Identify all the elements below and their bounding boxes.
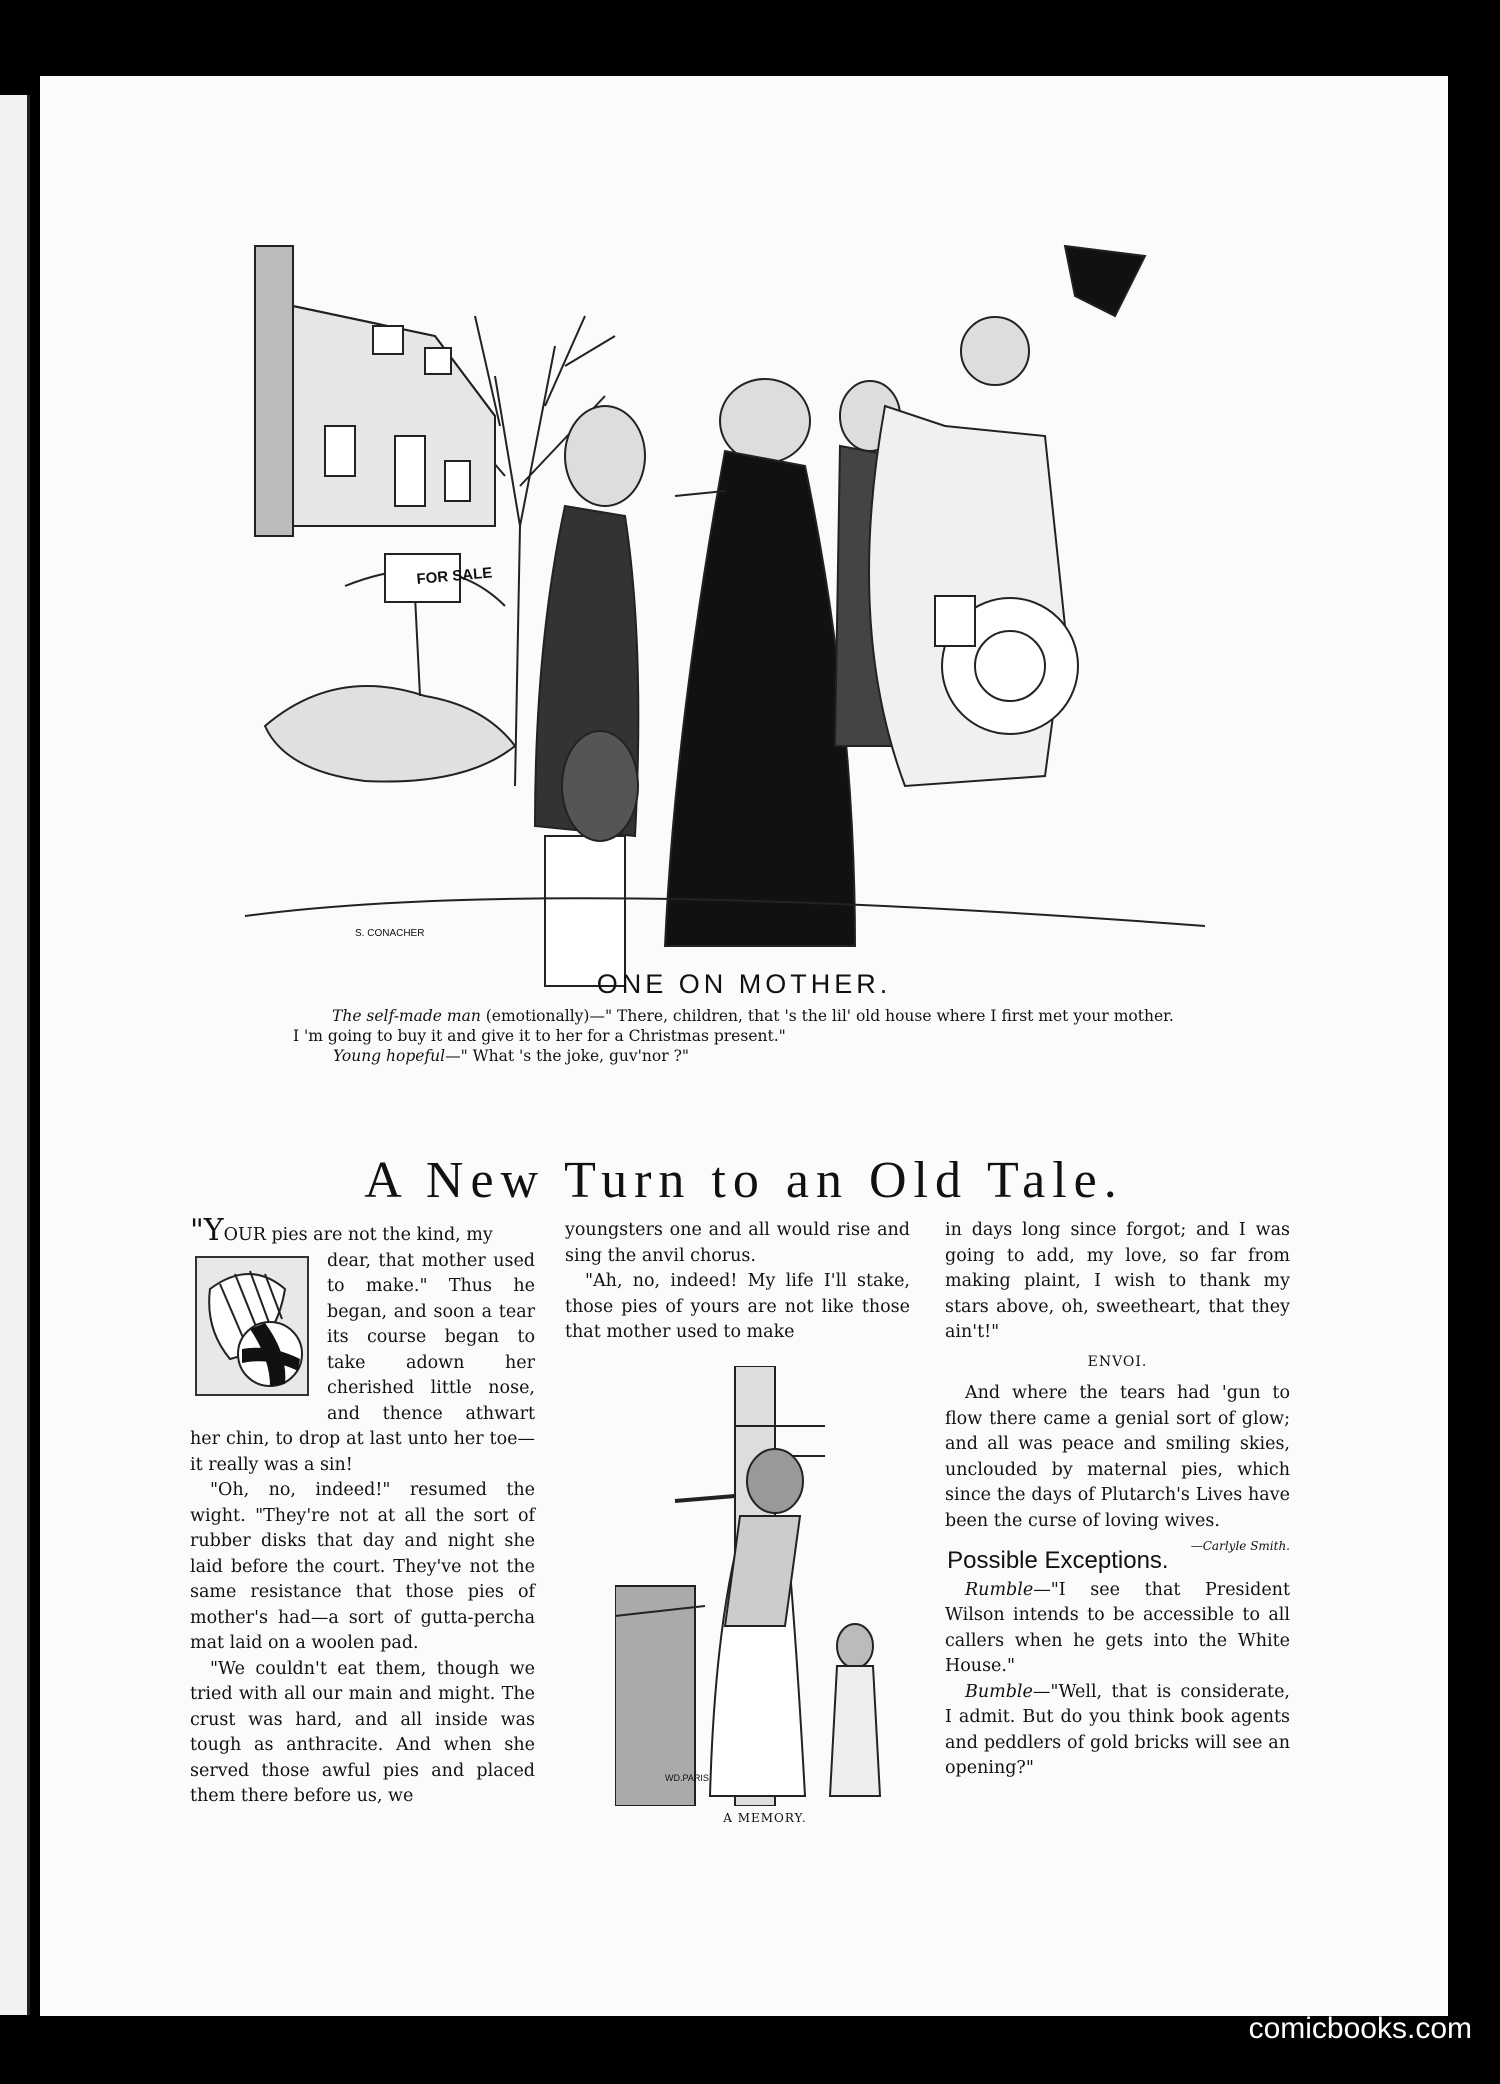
article-column-2: [565, 1218, 910, 1346]
exceptions-bumble: [945, 1680, 1290, 1782]
cartoon-caption-line-2: I 'm going to buy it and give it to her for a Christmas present.": [293, 1027, 786, 1045]
watermark: comicbooks.com: [1248, 2012, 1472, 2045]
artist-signature: S. CONACHER: [355, 928, 425, 939]
cartoon-caption-line-1: [332, 1007, 1174, 1025]
cartoon-title: ONE ON MOTHER.: [596, 969, 892, 999]
rumble-text: —"I see that President Wilson intends to be accessible to all callers when he gets into the White House.": [945, 1579, 1290, 1676]
cartoon-illustration: [245, 226, 1205, 1041]
exceptions-rumble: [945, 1578, 1290, 1680]
article-column-3: [945, 1218, 1290, 1782]
column-1-paragraph-1: dear, that mother used to make." Thus he began, and soon a tear its course began to take adown her cherished little nose, and thence athwart her chin, to drop at last unto her toe—it really was a sin!: [190, 1250, 535, 1475]
memory-illustration: [615, 1366, 915, 1806]
caption-text-1: (emotionally)—" There, children, that 's the lil' old house where I first met your mother.: [480, 1007, 1174, 1025]
article-column-1: [190, 1213, 535, 1810]
column-2-paragraph-2: "Ah, no, indeed! My life I'll stake, those pies of yours are not like those that mother used to make: [565, 1271, 910, 1342]
memory-illustration-signature: WD.PARIS: [665, 1773, 709, 1783]
author-signature: —Carlyle Smith.: [1190, 1539, 1290, 1553]
first-line-rest: OUR pies are not the kind, my: [223, 1225, 493, 1245]
speaker-self-made-man: The self-made man: [332, 1007, 481, 1025]
first-line: [190, 1213, 535, 1249]
for-sale-sign-text: FOR SALE: [415, 564, 493, 588]
dropcap: "Y: [190, 1213, 224, 1248]
speaker-bumble: Bumble: [965, 1681, 1033, 1702]
adjacent-page-edge: [0, 95, 30, 2015]
magazine-page: [40, 76, 1448, 2016]
exceptions-title: Possible Exceptions.: [947, 1547, 1169, 1574]
envoi-text: And where the tears had 'gun to flow there came a genial sort of glow; and all was peace and smiling skies, unclouded by maternal pies, which since the days of Plutarch's Lives have been the curse of loving wives.: [945, 1383, 1290, 1531]
article-headline: A New Turn to an Old Tale.: [364, 1152, 1124, 1209]
memory-caption: A MEMORY.: [723, 1811, 807, 1825]
cartoon-caption-line-3: [333, 1047, 689, 1065]
column-2-paragraph-1: youngsters one and all would rise and sing the anvil chorus.: [565, 1220, 910, 1266]
column-3-paragraph-1: in days long since forgot; and I was going to add, my love, so far from making plaint, I wish to thank my stars above, oh, sweetheart, that they ain't!": [945, 1220, 1290, 1342]
speaker-young-hopeful: Young hopeful: [333, 1047, 446, 1065]
envoi-label: ENVOI.: [1087, 1353, 1148, 1370]
column-1-paragraph-3: "We couldn't eat them, though we tried with all our main and might. The crust was hard, and all inside was tough as anthracite. And when she served those awful pies and placed them there before us, we: [190, 1658, 535, 1806]
caption-text-3: —" What 's the joke, guv'nor ?": [445, 1047, 690, 1065]
bumble-text: —"Well, that is considerate, I admit. But do you think book agents and peddlers of gold bricks will see an opening?": [945, 1681, 1290, 1778]
speaker-rumble: Rumble: [965, 1579, 1034, 1600]
column-3-paragraph-2: [945, 1381, 1290, 1553]
beach-ball-ornament: [190, 1249, 315, 1401]
column-1-paragraph-2: "Oh, no, indeed!" resumed the wight. "They're not at all the sort of rubber disks that day and night she laid before the court. They've not the same resistance that those pies of mother's had—a sort of gutta-percha mat laid on a woolen pad.: [190, 1480, 535, 1653]
